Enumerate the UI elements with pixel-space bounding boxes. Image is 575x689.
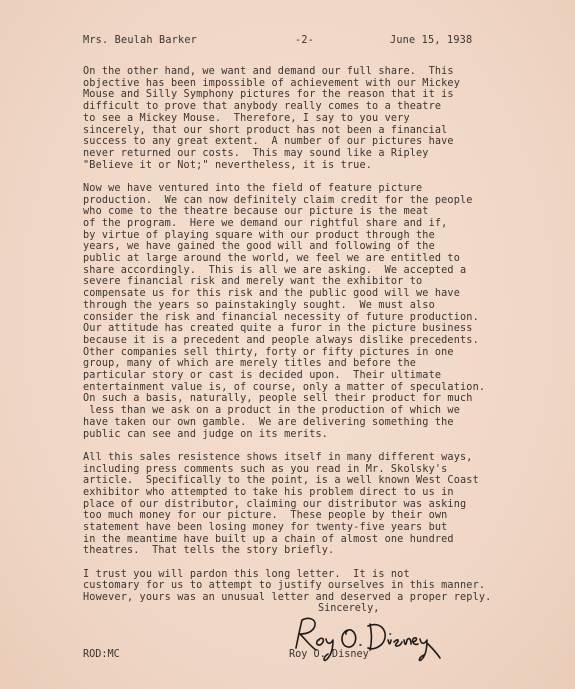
text-line: success to any great extent. A number of our pictures have: [83, 136, 454, 148]
text-line: On such a basis, naturally, people sell their product for much: [83, 393, 473, 405]
letter-header: [83, 35, 483, 49]
closing-salutation: Sincerely,: [318, 603, 380, 614]
text-line: objective has been impossible of achievement with our Mickey: [83, 77, 461, 89]
letter-date: June 15, 1938: [390, 35, 473, 46]
text-line: sincerely, that our short product has not been a financial: [83, 124, 448, 136]
text-line: difficult to prove that anybody really comes to a theatre: [83, 101, 442, 113]
paragraph-4: [83, 569, 563, 604]
typed-signatory-name: Roy O. Disney: [289, 649, 369, 660]
text-line: exhibitor who attempted to take his problem direct to us in: [83, 486, 454, 498]
text-line: compensate us for this risk and the public good will we have: [83, 288, 461, 300]
text-line: statement have been losing money for twenty-five years but: [83, 522, 448, 534]
text-line: production. We can now definitely claim credit for the people: [83, 194, 473, 206]
text-line: never returned our costs. This may sound like a Ripley: [83, 147, 429, 159]
text-line: consider the risk and financial necessity of future production.: [83, 311, 479, 323]
text-line: place of our distributor, claiming our distributor was asking: [83, 498, 467, 510]
text-line: to see a Mickey Mouse. Therefore, I say to you very: [83, 112, 410, 124]
text-line: I trust you will pardon this long letter. It is not: [83, 568, 410, 580]
text-line: share accordingly. This is all we are asking. We accepted a: [83, 264, 467, 276]
page-number: -2-: [295, 35, 315, 46]
text-line: less than we ask on a product in the production of which we: [83, 405, 461, 417]
paragraph-1: [83, 66, 563, 171]
text-line: public at large around the world, we feel we are entitled to: [83, 253, 461, 265]
text-line: who come to the theatre because our picture is the meat: [83, 206, 429, 218]
text-line: because it is a precedent and people always dislike precedents.: [83, 334, 479, 346]
text-line: entertainment value is, of course, only a matter of speculation.: [83, 381, 486, 393]
text-line: On the other hand, we want and demand our full share. This: [83, 66, 454, 77]
text-line: customary for us to attempt to justify ourselves in this manner.: [83, 580, 486, 592]
text-line: have taken our own gamble. We are delivering something the: [83, 416, 454, 428]
text-line: Mouse and Silly Symphony pictures for the reason that it is: [83, 89, 454, 101]
text-line: too much money for our picture. These people by their own: [83, 510, 448, 522]
text-line: Other companies sell thirty, forty or fifty pictures in one: [83, 346, 454, 358]
paragraph-3: [83, 452, 563, 557]
recipient-name: Mrs. Beulah Barker: [83, 35, 198, 46]
text-line: Our attitude has created quite a furor in the picture business: [83, 323, 473, 335]
text-line: including press comments such as you read in Mr. Skolsky's: [83, 463, 448, 475]
text-line: of the program. Here we demand our rightful share and if,: [83, 217, 448, 229]
text-line: group, many of which are merely titles and before the: [83, 358, 417, 370]
text-line: Now we have ventured into the field of feature picture: [83, 182, 423, 194]
text-line: All this sales resistence shows itself in many different ways,: [83, 451, 473, 463]
text-line: through the years so painstakingly sought. We must also: [83, 299, 435, 311]
text-line: severe financial risk and merely want the exhibitor to: [83, 276, 423, 288]
reference-initials: ROD:MC: [83, 649, 120, 660]
text-line: by virtue of playing square with our product through the: [83, 229, 435, 241]
text-line: article. Specifically to the point, is a well known West Coast: [83, 475, 479, 487]
text-line: particular story or cast is decided upon. Their ultimate: [83, 370, 442, 382]
text-line: theatres. That tells the story briefly.: [83, 545, 335, 557]
text-line: "Believe it or Not;" nevertheless, it is true.: [83, 159, 373, 171]
text-line: in the meantime have built up a chain of almost one hundred: [83, 533, 454, 545]
text-line: years, we have gained the good will and following of the: [83, 241, 435, 253]
text-line: public can see and judge on its merits.: [83, 428, 329, 440]
letter-body: [83, 66, 563, 615]
paragraph-2: [83, 183, 563, 440]
text-line: However, yours was an unusual letter and deserved a proper reply.: [83, 592, 492, 604]
